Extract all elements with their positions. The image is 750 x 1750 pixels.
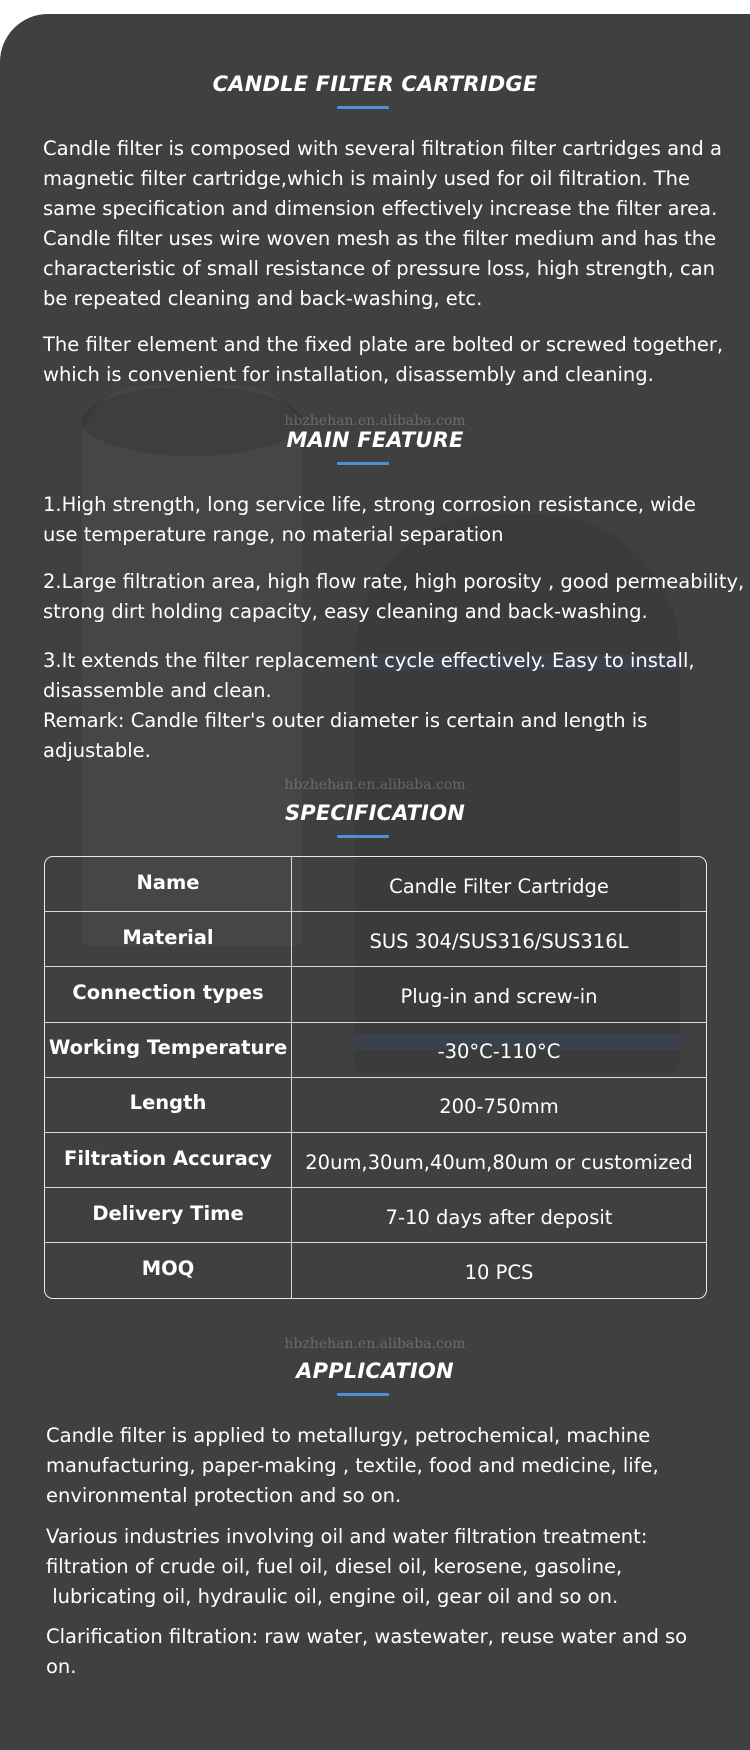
spec-name-cell: Delivery Time — [45, 1188, 292, 1242]
intro-title: CANDLE FILTER CARTRIDGE — [212, 72, 538, 96]
spec-name-cell: Material — [45, 912, 292, 966]
text-line: adjustable. — [43, 739, 151, 762]
application-paragraph — [46, 1421, 659, 1511]
spec-name-cell: Name — [45, 857, 292, 911]
spec-value-cell: 7-10 days after deposit — [385, 1205, 613, 1229]
text-line: disassemble and clean. — [43, 679, 272, 702]
table-row — [45, 1078, 706, 1133]
table-row — [45, 912, 706, 967]
text-line: on. — [46, 1655, 77, 1678]
application-title: APPLICATION — [296, 1359, 454, 1383]
text-line: Various industries involving oil and water filtration treatment: — [46, 1525, 648, 1548]
text-line: be repeated cleaning and back-washing, etc. — [43, 287, 483, 310]
features-title-underline — [337, 462, 389, 465]
specification-table — [44, 856, 707, 1299]
text-line: same specification and dimension effectively increase the filter area. — [43, 197, 718, 220]
text-line: 3.It extends the filter replacement cycle effectively. Easy to install, — [43, 649, 695, 672]
watermark: hbzhehan.en.alibaba.com — [284, 1336, 466, 1352]
spec-value-cell: 20um,30um,40um,80um or customized — [305, 1150, 693, 1174]
spec-name-cell: MOQ — [45, 1243, 292, 1297]
spec-name-cell: Connection types — [45, 967, 292, 1021]
feature-item — [43, 490, 696, 550]
text-line: environmental protection and so on. — [46, 1484, 402, 1507]
specification-title: SPECIFICATION — [284, 801, 466, 825]
specification-title-underline — [337, 835, 389, 838]
text-line: characteristic of small resistance of pressure loss, high strength, can — [43, 257, 716, 280]
feature-item — [43, 567, 744, 627]
text-line: Clarification filtration: raw water, wastewater, reuse water and so — [46, 1625, 688, 1648]
text-line: 1.High strength, long service life, strong corrosion resistance, wide — [43, 493, 696, 516]
text-line: magnetic filter cartridge,which is mainly used for oil filtration. The — [43, 167, 690, 190]
text-line: filtration of crude oil, fuel oil, diesel oil, kerosene, gasoline, — [46, 1555, 623, 1578]
table-row — [45, 857, 706, 912]
table-row — [45, 1133, 706, 1188]
table-row — [45, 967, 706, 1022]
features-title: MAIN FEATURE — [286, 428, 464, 452]
text-line: Candle filter is applied to metallurgy, petrochemical, machine — [46, 1424, 651, 1447]
text-line: which is convenient for installation, disassembly and cleaning. — [43, 363, 654, 386]
spec-value-cell: 200-750mm — [439, 1095, 559, 1119]
application-paragraph — [46, 1622, 687, 1682]
table-row — [45, 1023, 706, 1078]
application-title-underline — [337, 1393, 389, 1396]
spec-value-cell: 10 PCS — [464, 1260, 534, 1284]
text-line: 2.Large filtration area, high flow rate, high porosity , good permeability, — [43, 570, 745, 593]
spec-name-cell: Working Temperature — [45, 1023, 292, 1077]
spec-value-cell: Plug-in and screw-in — [400, 984, 598, 1008]
spec-name-cell: Length — [45, 1078, 292, 1132]
text-line: lubricating oil, hydraulic oil, engine oil, gear oil and so on. — [46, 1585, 619, 1608]
table-row — [45, 1188, 706, 1243]
text-line: strong dirt holding capacity, easy cleaning and back-washing. — [43, 600, 648, 623]
text-line: Remark: Candle filter's outer diameter is certain and length is — [43, 709, 648, 732]
text-line: Candle filter is composed with several filtration filter cartridges and a — [43, 137, 722, 160]
intro-paragraph — [43, 330, 723, 390]
text-line: use temperature range, no material separation — [43, 523, 504, 546]
spec-value-cell: SUS 304/SUS316/SUS316L — [369, 929, 629, 953]
intro-paragraph — [43, 134, 722, 314]
text-line: manufacturing, paper-making , textile, food and medicine, life, — [46, 1454, 659, 1477]
feature-item — [43, 646, 695, 766]
application-paragraph — [46, 1522, 647, 1612]
text-line: Candle filter uses wire woven mesh as the filter medium and has the — [43, 227, 717, 250]
spec-value-cell: -30°C-110°C — [437, 1040, 561, 1064]
table-row — [45, 1243, 706, 1297]
watermark: hbzhehan.en.alibaba.com — [284, 413, 466, 429]
spec-value-cell: Candle Filter Cartridge — [389, 874, 609, 898]
spec-name-cell: Filtration Accuracy — [45, 1133, 292, 1187]
intro-title-underline — [337, 106, 389, 109]
text-line: The filter element and the fixed plate are bolted or screwed together, — [43, 333, 724, 356]
watermark: hbzhehan.en.alibaba.com — [284, 777, 466, 793]
